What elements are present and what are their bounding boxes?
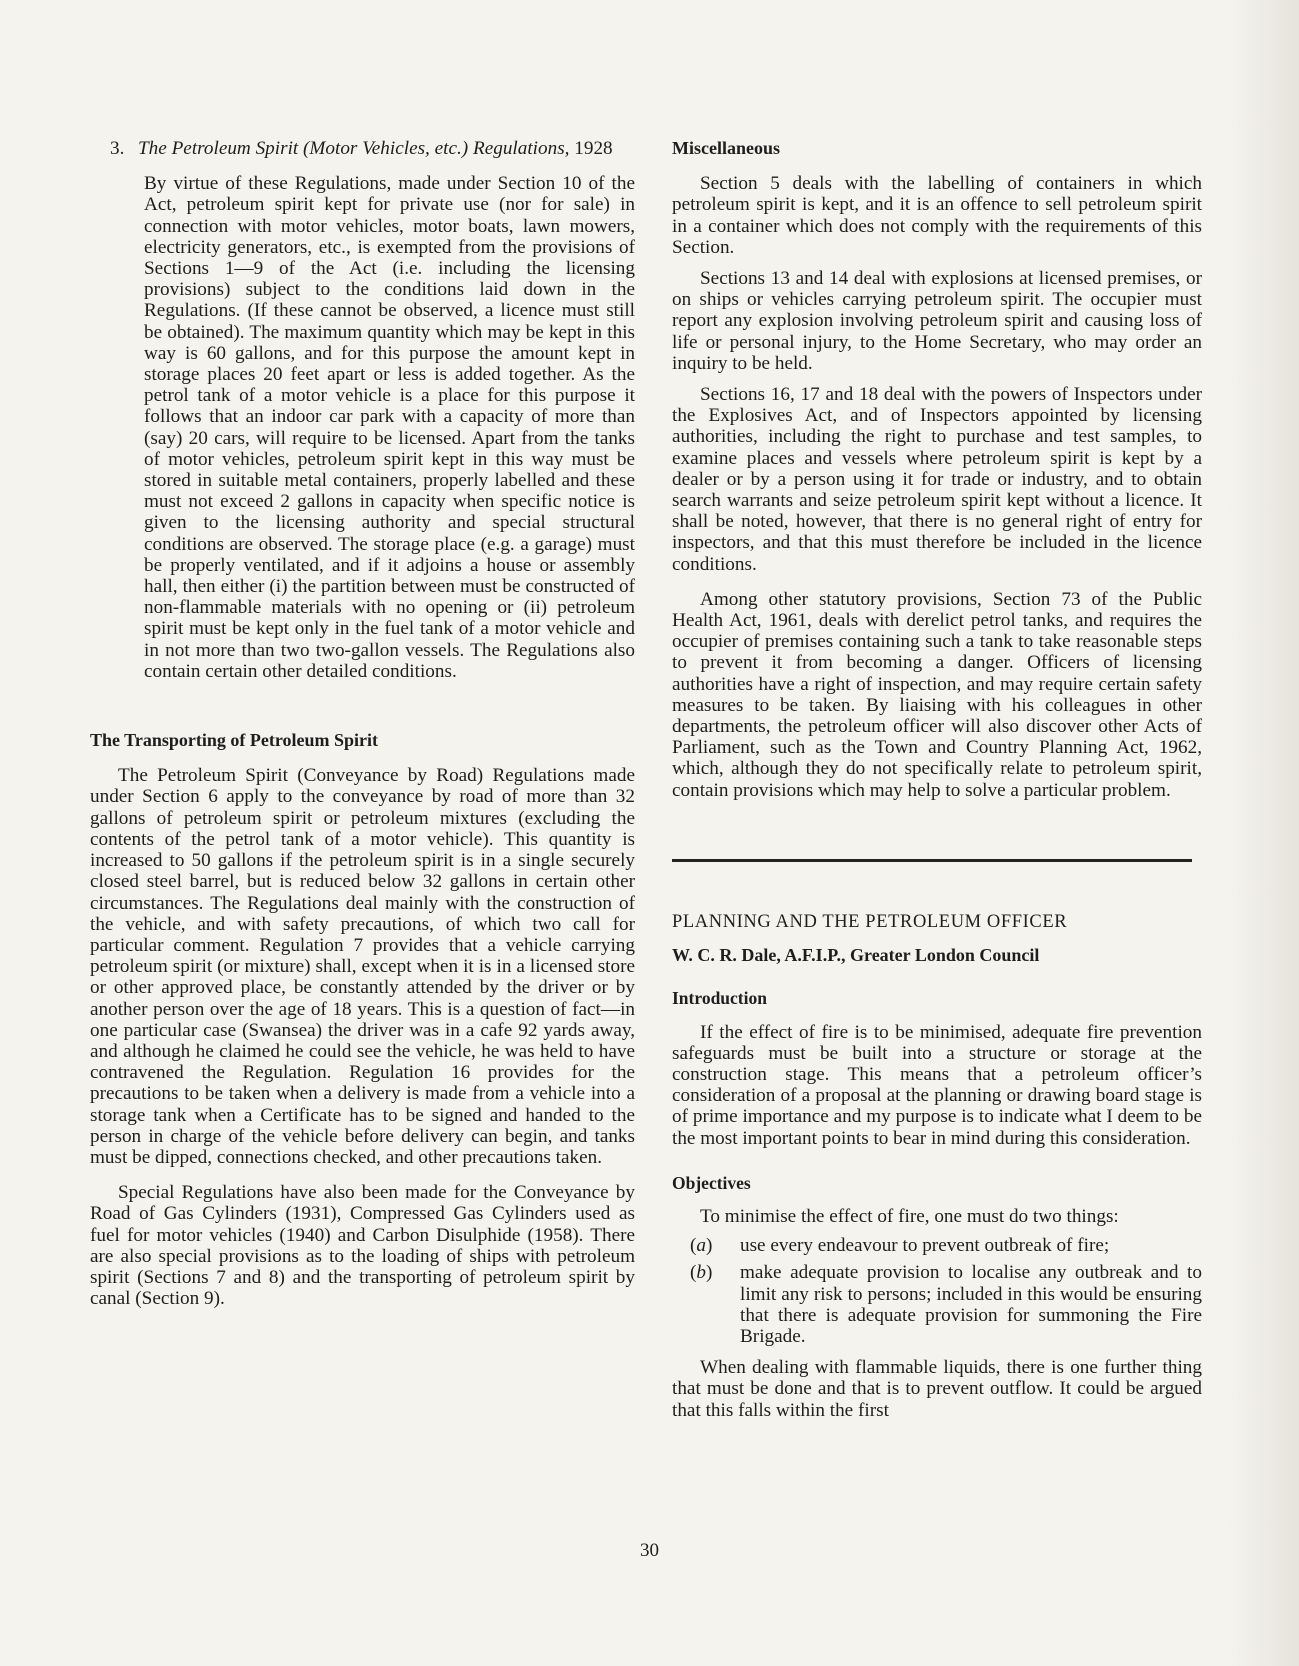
objective-text: use every endeavour to prevent outbreak of fire; [740, 1235, 1110, 1257]
regulation-item-3 [90, 138, 635, 159]
item-year: 1928 [574, 138, 613, 159]
item-title-text: The Petroleum Spirit (Motor Vehicles, etc.) Regulations, [138, 138, 570, 159]
objective-marker: (b) [690, 1262, 713, 1284]
misc-paragraph-1: Section 5 deals with the labelling of containers in which petroleum spirit is kept, and it is an offence to sell petroleum spirit in a container which does not comply with the requirements of this Section. [672, 173, 1202, 258]
objectives-tail: When dealing with flammable liquids, there is one further thing that must be done and that is to prevent outflow. It could be argued that this falls within the first [672, 1357, 1202, 1421]
transport-heading: The Transporting of Petroleum Spirit [90, 730, 378, 751]
misc-paragraph-3: Sections 16, 17 and 18 deal with the powers of Inspectors under the Explosives Act, and of Inspectors appointed by licensing authorities, including the right to purchase and test samples, to examine places and vessels where petroleum spirit is kept by a dealer or by a person using it for trade or industry, and to obtain search warrants and seize petroleum spirit kept without a licence. It shall be noted, however, that there is no general right of entry for inspectors, and that this must therefore be included in the licence conditions. [672, 384, 1202, 575]
item-3-body-block [144, 173, 635, 682]
page-edge-shadow [1229, 0, 1299, 1666]
page-number: 30 [640, 1540, 659, 1561]
misc-paragraph-2: Sections 13 and 14 deal with explosions at licensed premises, or on ships or vehicles carrying petroleum spirit. The occupier must report any explosion involving petroleum spirit and causing loss of life or personal injury, to the Home Secretary, who may order an inquiry to be held. [672, 268, 1202, 374]
introduction-paragraph: If the effect of fire is to be minimised, adequate fire prevention safeguards must be built into a structure or storage at the construction stage. This means that a petroleum officer’s consideration of a proposal at the planning or drawing board stage is of prime importance and my purpose is to indicate what I deem to be the most important points to bear in mind during this consideration. [672, 1021, 1202, 1149]
objective-item-a [672, 1235, 1202, 1256]
article-title: PLANNING AND THE PETROLEUM OFFICER [672, 911, 1068, 932]
objective-item-b [672, 1262, 1202, 1347]
item-3-body: By virtue of these Regulations, made under Section 10 of the Act, petroleum spirit kept for private use (nor for sale) in connection with motor vehicles, motor boats, lawn mowers, electricity generators, etc., is exempted from the provisions of Sections 1—9 of the Act (i.e. including the licensing provisions) subject to the conditions laid down in the Regulations. (If these cannot be observed, a licence must still be obtained). The maximum quantity which may be kept in this way is 60 gallons, and for this purpose the amount kept in storage places 20 feet apart or less is added together. As the petrol tank of a motor vehicle is a place for this purpose it follows that an indoor car park with a capacity of more than (say) 20 cars, will require to be licensed. Apart from the tanks of motor vehicles, petroleum spirit kept in this way must be stored in suitable metal containers, properly labelled and these must not exceed 2 gallons in capacity when specific notice is given to the licensing authority and special structural conditions are observed. The storage place (e.g. a garage) must be properly ventilated, and if it adjoins a house or assembly hall, then either (i) the partition between must be constructed of non-flammable materials with no opening or (ii) petroleum spirit must be kept only in the fuel tank of a motor vehicle and in not more than two two-gallon vessels. The Regulations also contain certain other detailed conditions. [144, 173, 635, 682]
objective-marker-letter: a [696, 1235, 706, 1257]
objective-marker: (a) [690, 1235, 713, 1257]
transport-paragraph-1: The Petroleum Spirit (Conveyance by Road) Regulations made under Section 6 apply to the conveyance by road of more than 32 gallons of petroleum spirit or petroleum mixtures (excluding the contents of the petrol tank of a motor vehicle). This quantity is increased to 50 gallons if the petroleum spirit is in a single securely closed steel barrel, but is reduced below 32 gallons in certain other circumstances. The Regulations deal mainly with the construction of the vehicle, and with safety precautions, of which two call for particular comment. Regulation 7 provides that a vehicle carrying petroleum spirit (or mixture) shall, except when it is in a licensed store or other approved place, be constantly attended by the driver or by another person over the age of 18 years. This is a question of fact—in one particular case (Swansea) the driver was in a cafe 92 yards away, and although he claimed he could see the vehicle, he was held to have contravened the Regulation. Regulation 16 provides for the precautions to be taken when a delivery is made from a vehicle into a storage tank when a Certificate has to be signed and handed to the person in charge of the vehicle before delivery can begin, and tanks must be dipped, connections checked, and other precautions taken. [90, 765, 635, 1168]
objective-marker-letter: b [696, 1262, 706, 1284]
objective-text: make adequate provision to localise any outbreak and to limit any risk to persons; included in this would be ensuring that there is adequate provision for summoning the Fire Brigade. [740, 1262, 1202, 1347]
item-number: 3. [110, 138, 125, 159]
right-column [672, 138, 1202, 1421]
introduction-heading: Introduction [672, 988, 767, 1009]
article-author: W. C. R. Dale, A.F.I.P., Greater London Council [672, 945, 1040, 966]
misc-paragraph-4: Among other statutory provisions, Section 73 of the Public Health Act, 1961, deals with derelict petrol tanks, and requires the occupier of premises containing such a tank to take reasonable steps to prevent it from becoming a danger. Officers of licensing authorities have a right of inspection, and may require certain safety measures to be taken. By liaising with his colleagues in other departments, the petroleum officer will also discover other Acts of Parliament, such as the Town and Country Planning Act, 1962, which, although they do not specifically relate to petroleum spirit, contain provisions which may help to solve a particular problem. [672, 588, 1202, 801]
objectives-heading: Objectives [672, 1172, 751, 1193]
objectives-list [672, 1235, 1202, 1347]
misc-heading: Miscellaneous [672, 138, 780, 158]
section-divider [672, 859, 1192, 862]
left-column [90, 138, 635, 1309]
transport-paragraph-2: Special Regulations have also been made for the Conveyance by Road of Gas Cylinders (1931), Compressed Gas Cylinders used as fuel for motor vehicles (1940) and Carbon Disulphide (1958). There are also special provisions as to the loading of ships with petroleum spirit (Sections 7 and 8) and the transporting of petroleum spirit by canal (Section 9). [90, 1182, 635, 1310]
objectives-lead: To minimise the effect of fire, one must do two things: [700, 1205, 1119, 1227]
item-title [138, 138, 613, 159]
